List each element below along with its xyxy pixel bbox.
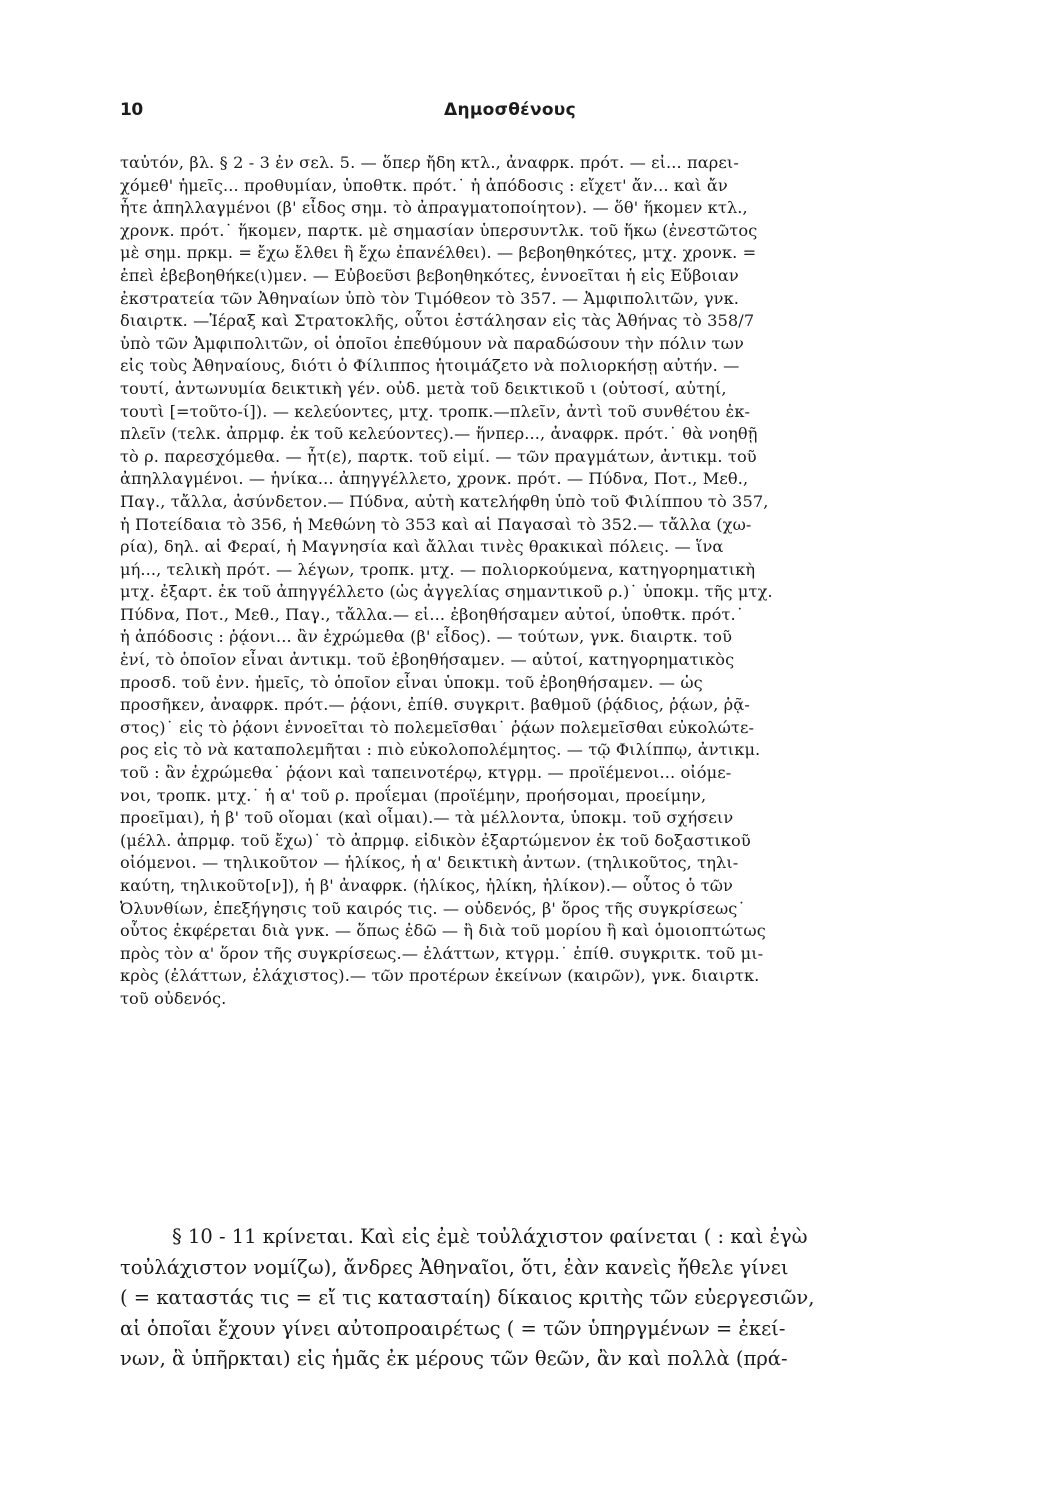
commentary-line: μὲ σημ. πρκμ. = ἔχω ἔλθει ἢ ἔχω ἐπανέλθει). — βεβοηθηκότες, μτχ. χρονκ. = (120, 243, 757, 263)
translation-line: τοὐλάχιστον νομίζω), ἄνδρες Ἀθηναῖοι, ὅτι, ἐὰν κανεὶς ἤθελε γίνει (120, 1255, 789, 1279)
commentary-line: στος)˙ εἰς τὸ ῥᾴονι ἐννοεῖται τὸ πολεμεῖσθαι˙ ῥᾴων πολεμεῖσθαι εὐκολώτε- (120, 717, 755, 737)
commentary-line: τουτὶ [=τοῦτο-ί]). — κελεύοντες, μτχ. τροπκ.—πλεῖν, ἀντὶ τοῦ συνθέτου ἐκ- (120, 401, 751, 421)
translation-line: ( = καταστάς τις = εἴ τις κατασταίη) δίκαιος κριτὴς τῶν εὐεργεσιῶν, (120, 1286, 815, 1310)
commentary-line: προσδ. τοῦ ἐνν. ἡμεῖς, τὸ ὁποῖον εἶναι ὑποκμ. τοῦ ἐβοηθήσαμεν. — ὡς (120, 672, 703, 692)
page-header (120, 100, 1020, 130)
commentary-line: τουτί, ἀντωνυμία δεικτικὴ γέν. οὐδ. μετὰ τοῦ δεικτικοῦ ι (οὑτοσί, αὑτηί, (120, 378, 727, 398)
commentary-line: ρος εἰς τὸ νὰ καταπολεμῆται : πιὸ εὐκολοπολέμητος. — τῷ Φιλίππῳ, ἀντικμ. (120, 740, 761, 760)
commentary-line: καύτη, τηλικοῦτο[ν]), ἡ β' ἀναφρκ. (ἡλίκος, ἡλίκη, ἡλίκον).— οὗτος ὁ τῶν (120, 876, 733, 895)
commentary-line: ἡ Ποτείδαια τὸ 356, ἡ Μεθώνη τὸ 353 καὶ αἱ Παγασαὶ τὸ 352.— τἄλλα (χω- (120, 514, 752, 534)
commentary-line: μτχ. ἐξαρτ. ἐκ τοῦ ἀπηγγέλλετο (ὡς ἀγγελίας σημαντικοῦ ρ.)˙ ὑποκμ. τῆς μτχ. (120, 582, 773, 602)
commentary-notes (120, 152, 1020, 1011)
commentary-line: ἡ ἀπόδοσις : ῥᾴονι... ἂν ἐχρώμεθα (β' εἶδος). — τούτων, γνκ. διαιρτκ. τοῦ (120, 627, 733, 647)
commentary-line: τὸ ρ. παρεσχόμεθα. — ἦτ(ε), παρτκ. τοῦ εἰμί. — τῶν πραγμάτων, ἀντικμ. τοῦ (120, 446, 757, 466)
commentary-line: νοι, τροπκ. μτχ.˙ ἡ α' τοῦ ρ. προΐεμαι (προϊέμην, προήσομαι, προείμην, (120, 785, 707, 805)
commentary-line: διαιρτκ. —Ἱέραξ καὶ Στρατοκλῆς, οὗτοι ἐστάλησαν εἰς τὰς Ἀθήνας τὸ 358/7 (120, 311, 755, 331)
commentary-line: οἰόμενοι. — τηλικοῦτον — ἡλίκος, ἡ α' δεικτικὴ ἀντων. (τηλικοῦτος, τηλι- (120, 853, 739, 873)
translation-line: νων, ἃ ὑπῆρκται) εἰς ἡμᾶς ἐκ μέρους τῶν θεῶν, ἂν καὶ πολλὰ (πρά- (120, 1347, 788, 1371)
commentary-line: (μέλλ. ἀπρμφ. τοῦ ἔχω)˙ τὸ ἀπρμφ. εἰδικὸν ἐξαρτώμενον ἐκ τοῦ δοξαστικοῦ (120, 830, 751, 850)
commentary-line: Πύδνα, Ποτ., Μεθ., Παγ., τἄλλα.— εἰ... ἐβοηθήσαμεν αὐτοί, ὑποθτκ. πρότ.˙ (120, 604, 744, 624)
commentary-line: ἀπηλλαγμένοι. — ἡνίκα... ἀπηγγέλλετο, χρονκ. πρότ. — Πύδνα, Ποτ., Μεθ., (120, 469, 749, 489)
commentary-line: τοῦ οὐδενός. (120, 988, 227, 1008)
commentary-line: οὗτος ἐκφέρεται διὰ γνκ. — ὅπως ἐδῶ — ἢ διὰ τοῦ μορίου ἢ καὶ ὁμοιοπτώτως (120, 921, 766, 941)
commentary-line: ἐπεὶ ἐβεβοηθήκε(ι)μεν. — Εὐβοεῦσι βεβοηθηκότες, ἐννοεῖται ἡ εἰς Εὔβοιαν (120, 265, 739, 285)
commentary-line: εἰς τοὺς Ἀθηναίους, διότι ὁ Φίλιππος ἡτοιμάζετο νὰ πολιορκήσῃ αὐτήν. — (120, 356, 740, 376)
commentary-line: ἐκστρατεία τῶν Ἀθηναίων ὑπὸ τὸν Τιμόθεον τὸ 357. — Ἀμφιπολιτῶν, γνκ. (120, 288, 740, 308)
commentary-line: Ὀλυνθίων, ἐπεξήγησις τοῦ καιρός τις. — οὐδενός, β' ὅρος τῆς συγκρίσεως˙ (120, 898, 746, 918)
commentary-line: κρὸς (ἐλάττων, ἐλάχιστος).— τῶν προτέρων ἐκείνων (καιρῶν), γνκ. διαιρτκ. (120, 966, 760, 986)
commentary-line: ταὐτόν, βλ. § 2 - 3 ἐν σελ. 5. — ὅπερ ἤδη κτλ., ἀναφρκ. πρότ. — εἰ... παρει- (120, 153, 739, 172)
running-head: Δημοσθένους (444, 100, 576, 120)
translation-line: αἱ ὁποῖαι ἔχουν γίνει αὐτοπροαιρέτως ( = τῶν ὑπηργμένων = ἐκεί- (120, 1316, 786, 1340)
translation-line: § 10 - 11 κρίνεται. Καὶ εἰς ἐμὲ τοὐλάχιστον φαίνεται ( : καὶ ἐγὼ (172, 1225, 808, 1248)
commentary-line: πρὸς τὸν α' ὅρον τῆς συγκρίσεως.— ἐλάττων, κτγρμ.˙ ἐπίθ. συγκριτκ. τοῦ μι- (120, 943, 764, 963)
commentary-line: Παγ., τἄλλα, ἀσύνδετον.— Πύδνα, αὐτὴ κατελήφθη ὑπὸ τοῦ Φιλίππου τὸ 357, (120, 491, 769, 511)
commentary-line: ὑπὸ τῶν Ἀμφιπολιτῶν, οἱ ὁποῖοι ἐπεθύμουν νὰ παραδώσουν τὴν πόλιν των (120, 333, 744, 353)
commentary-line: χόμεθ' ἡμεῖς... προθυμίαν, ὑποθτκ. πρότ.˙ ἡ ἀπόδοσις : εἴχετ' ἄν... καὶ ἄν (120, 175, 728, 195)
commentary-line: ἑνί, τὸ ὁποῖον εἶναι ἀντικμ. τοῦ ἐβοηθήσαμεν. — αὐτοί, κατηγορηματικὸς (120, 650, 735, 670)
commentary-line: τοῦ : ἂν ἐχρώμεθα˙ ῥᾴονι καὶ ταπεινοτέρῳ, κτγρμ. — προϊέμενοι... οἰόμε- (120, 763, 732, 783)
commentary-line: ἦτε ἀπηλλαγμένοι (β' εἶδος σημ. τὸ ἀπραγματοποίητον). — ὅθ' ἥκομεν κτλ., (120, 198, 748, 218)
commentary-line: μή..., τελικὴ πρότ. — λέγων, τροπκ. μτχ. — πολιορκούμενα, κατηγορηματικὴ (120, 559, 756, 579)
translation-paragraph (120, 1222, 1020, 1375)
commentary-line: πλεῖν (τελκ. ἀπρμφ. ἐκ τοῦ κελεύοντες).— ἥνπερ..., ἀναφρκ. πρότ.˙ θὰ νοηθῇ (120, 424, 758, 444)
commentary-line: ρία), δηλ. αἱ Φεραί, ἡ Μαγνησία καὶ ἄλλαι τινὲς θρακικαὶ πόλεις. — ἵνα (120, 537, 724, 557)
commentary-line: χρονκ. πρότ.˙ ἥκομεν, παρτκ. μὲ σημασίαν ὑπερσυντλκ. τοῦ ἥκω (ἐνεστῶτος (120, 220, 758, 240)
commentary-line: προεῖμαι), ἡ β' τοῦ οἴομαι (καὶ οἶμαι).— τὰ μέλλοντα, ὑποκμ. τοῦ σχήσειν (120, 808, 734, 828)
page-number: 10 (120, 100, 143, 120)
commentary-line: προσῆκεν, ἀναφρκ. πρότ.— ῥᾴονι, ἐπίθ. συγκριτ. βαθμοῦ (ῥᾴδιος, ῥᾴων, ῥᾷ- (120, 695, 750, 715)
